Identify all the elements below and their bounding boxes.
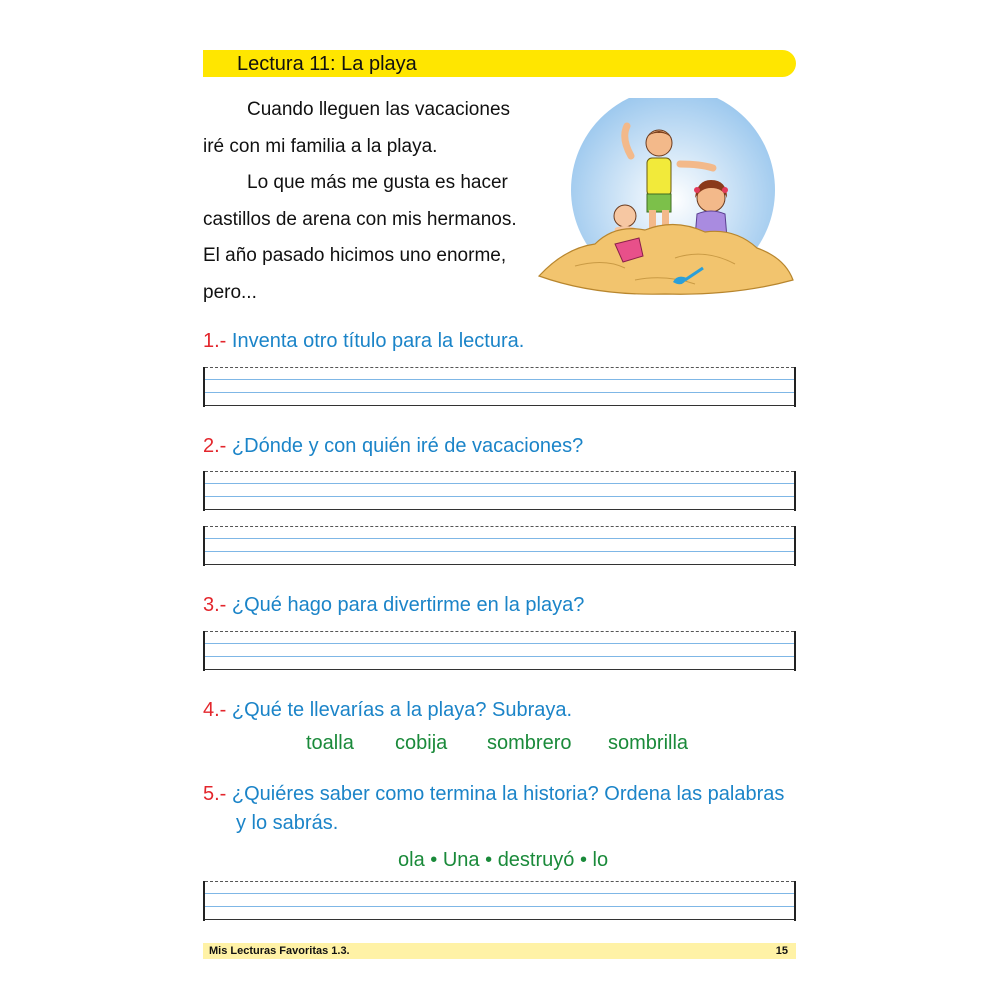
scramble-word-2: Una	[442, 849, 480, 871]
footer-book-title: Mis Lecturas Favoritas 1.3.	[209, 945, 350, 957]
option-sombrilla[interactable]: sombrilla	[608, 732, 689, 754]
option-toalla[interactable]: toalla	[306, 732, 354, 754]
answer-box-3[interactable]	[203, 631, 796, 671]
answer-box-2b[interactable]	[203, 526, 796, 566]
question-1-text: Inventa otro título para la lectura.	[231, 330, 525, 352]
question-4	[203, 699, 572, 722]
reading-text	[203, 92, 533, 311]
question-3-text: ¿Qué hago para divertirme en la playa?	[231, 594, 585, 616]
page-title: Lectura 11: La playa	[237, 53, 417, 75]
scramble-word-1: ola	[398, 849, 425, 871]
question-5-number: 5.-	[203, 783, 227, 805]
page-number: 15	[775, 945, 788, 957]
option-sombrero[interactable]: sombrero	[487, 732, 572, 754]
scramble-separator: •	[485, 849, 493, 871]
footer	[203, 943, 796, 959]
scramble-separator: •	[430, 849, 438, 871]
scramble-words	[398, 849, 608, 872]
scramble-word-3: destruyó	[497, 849, 575, 871]
scramble-separator: •	[579, 849, 587, 871]
question-2-number: 2.-	[203, 435, 227, 457]
question-3	[203, 594, 584, 617]
question-5	[203, 783, 784, 835]
question-4-number: 4.-	[203, 699, 227, 721]
question-2	[203, 435, 583, 458]
question-5-text: ¿Quiéres saber como termina la historia? Ordena las palabras	[231, 783, 785, 805]
question-2-text: ¿Dónde y con quién iré de vacaciones?	[231, 435, 584, 457]
option-cobija[interactable]: cobija	[395, 732, 448, 754]
reading-paragraph-2: Lo que más me gusta es hacer castillos de arena con mis hermanos. El año pasado hicimos uno enorme, pero...	[203, 172, 517, 303]
title-bar	[203, 50, 796, 77]
answer-box-5[interactable]	[203, 881, 796, 921]
question-1-number: 1.-	[203, 330, 227, 352]
question-4-text: ¿Qué te llevarías a la playa? Subraya.	[231, 699, 573, 721]
answer-box-2a[interactable]	[203, 471, 796, 511]
answer-box-1[interactable]	[203, 367, 796, 407]
question-5-text-cont: y lo sabrás.	[236, 812, 339, 834]
scramble-word-4: lo	[592, 849, 609, 871]
question-3-number: 3.-	[203, 594, 227, 616]
beach-sandcastle-illustration	[535, 98, 797, 308]
reading-paragraph-1: Cuando lleguen las vacaciones iré con mi familia a la playa.	[203, 99, 511, 157]
question-1	[203, 330, 524, 353]
